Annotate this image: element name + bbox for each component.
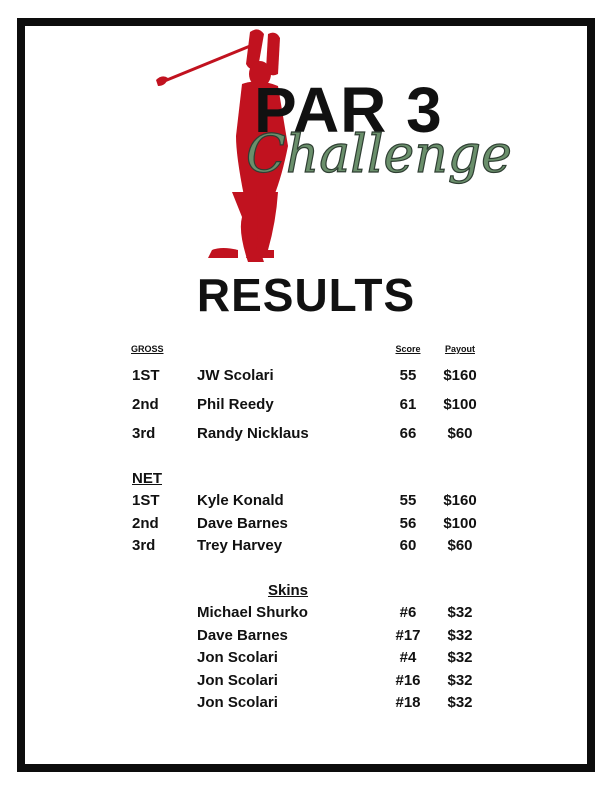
skin-name: Jon Scolari — [197, 672, 278, 689]
skin-payout: $32 — [447, 672, 473, 689]
page-title: RESULTS — [196, 269, 416, 321]
skin-name: Michael Shurko — [197, 604, 308, 621]
gross-score: 55 — [399, 367, 417, 384]
net-place: 3rd — [132, 537, 156, 554]
gross-name: Phil Reedy — [197, 396, 274, 413]
skin-name: Jon Scolari — [197, 649, 278, 666]
net-name: Kyle Konald — [197, 492, 284, 509]
score-header: Score — [395, 344, 421, 354]
net-payout: $100 — [443, 515, 477, 532]
net-score: 56 — [399, 515, 417, 532]
skin-hole: #4 — [399, 649, 417, 666]
skins-header: Skins — [268, 582, 309, 599]
gross-header: GROSS — [131, 344, 164, 354]
gross-payout: $100 — [443, 396, 477, 413]
skin-payout: $32 — [447, 604, 473, 621]
net-place: 2nd — [132, 515, 159, 532]
skin-hole: #18 — [395, 694, 421, 711]
net-score: 60 — [399, 537, 417, 554]
skin-hole: #17 — [395, 627, 421, 644]
skin-payout: $32 — [447, 694, 473, 711]
net-name: Dave Barnes — [197, 515, 288, 532]
net-payout: $160 — [443, 492, 477, 509]
gross-payout: $60 — [447, 425, 473, 442]
par3-challenge-logo — [150, 24, 512, 264]
payout-header: Payout — [444, 344, 475, 354]
gross-name: Randy Nicklaus — [197, 425, 309, 442]
skin-name: Dave Barnes — [197, 627, 288, 644]
skin-payout: $32 — [447, 627, 473, 644]
skin-hole: #16 — [395, 672, 421, 689]
gross-score: 61 — [399, 396, 417, 413]
net-name: Trey Harvey — [197, 537, 283, 554]
skin-name: Jon Scolari — [197, 694, 278, 711]
logo-challenge-text: Challenge — [246, 125, 512, 185]
skin-payout: $32 — [447, 649, 473, 666]
gross-place: 2nd — [132, 396, 159, 413]
logo-par3-text: PAR 3 — [254, 74, 443, 146]
gross-place: 1ST — [132, 367, 160, 384]
gross-place: 3rd — [132, 425, 156, 442]
gross-score: 66 — [399, 425, 417, 442]
net-score: 55 — [399, 492, 417, 509]
gross-name: JW Scolari — [197, 367, 274, 384]
net-place: 1ST — [132, 492, 160, 509]
skin-hole: #6 — [399, 604, 417, 621]
gross-payout: $160 — [443, 367, 477, 384]
net-header: NET — [132, 470, 162, 487]
net-payout: $60 — [447, 537, 473, 554]
